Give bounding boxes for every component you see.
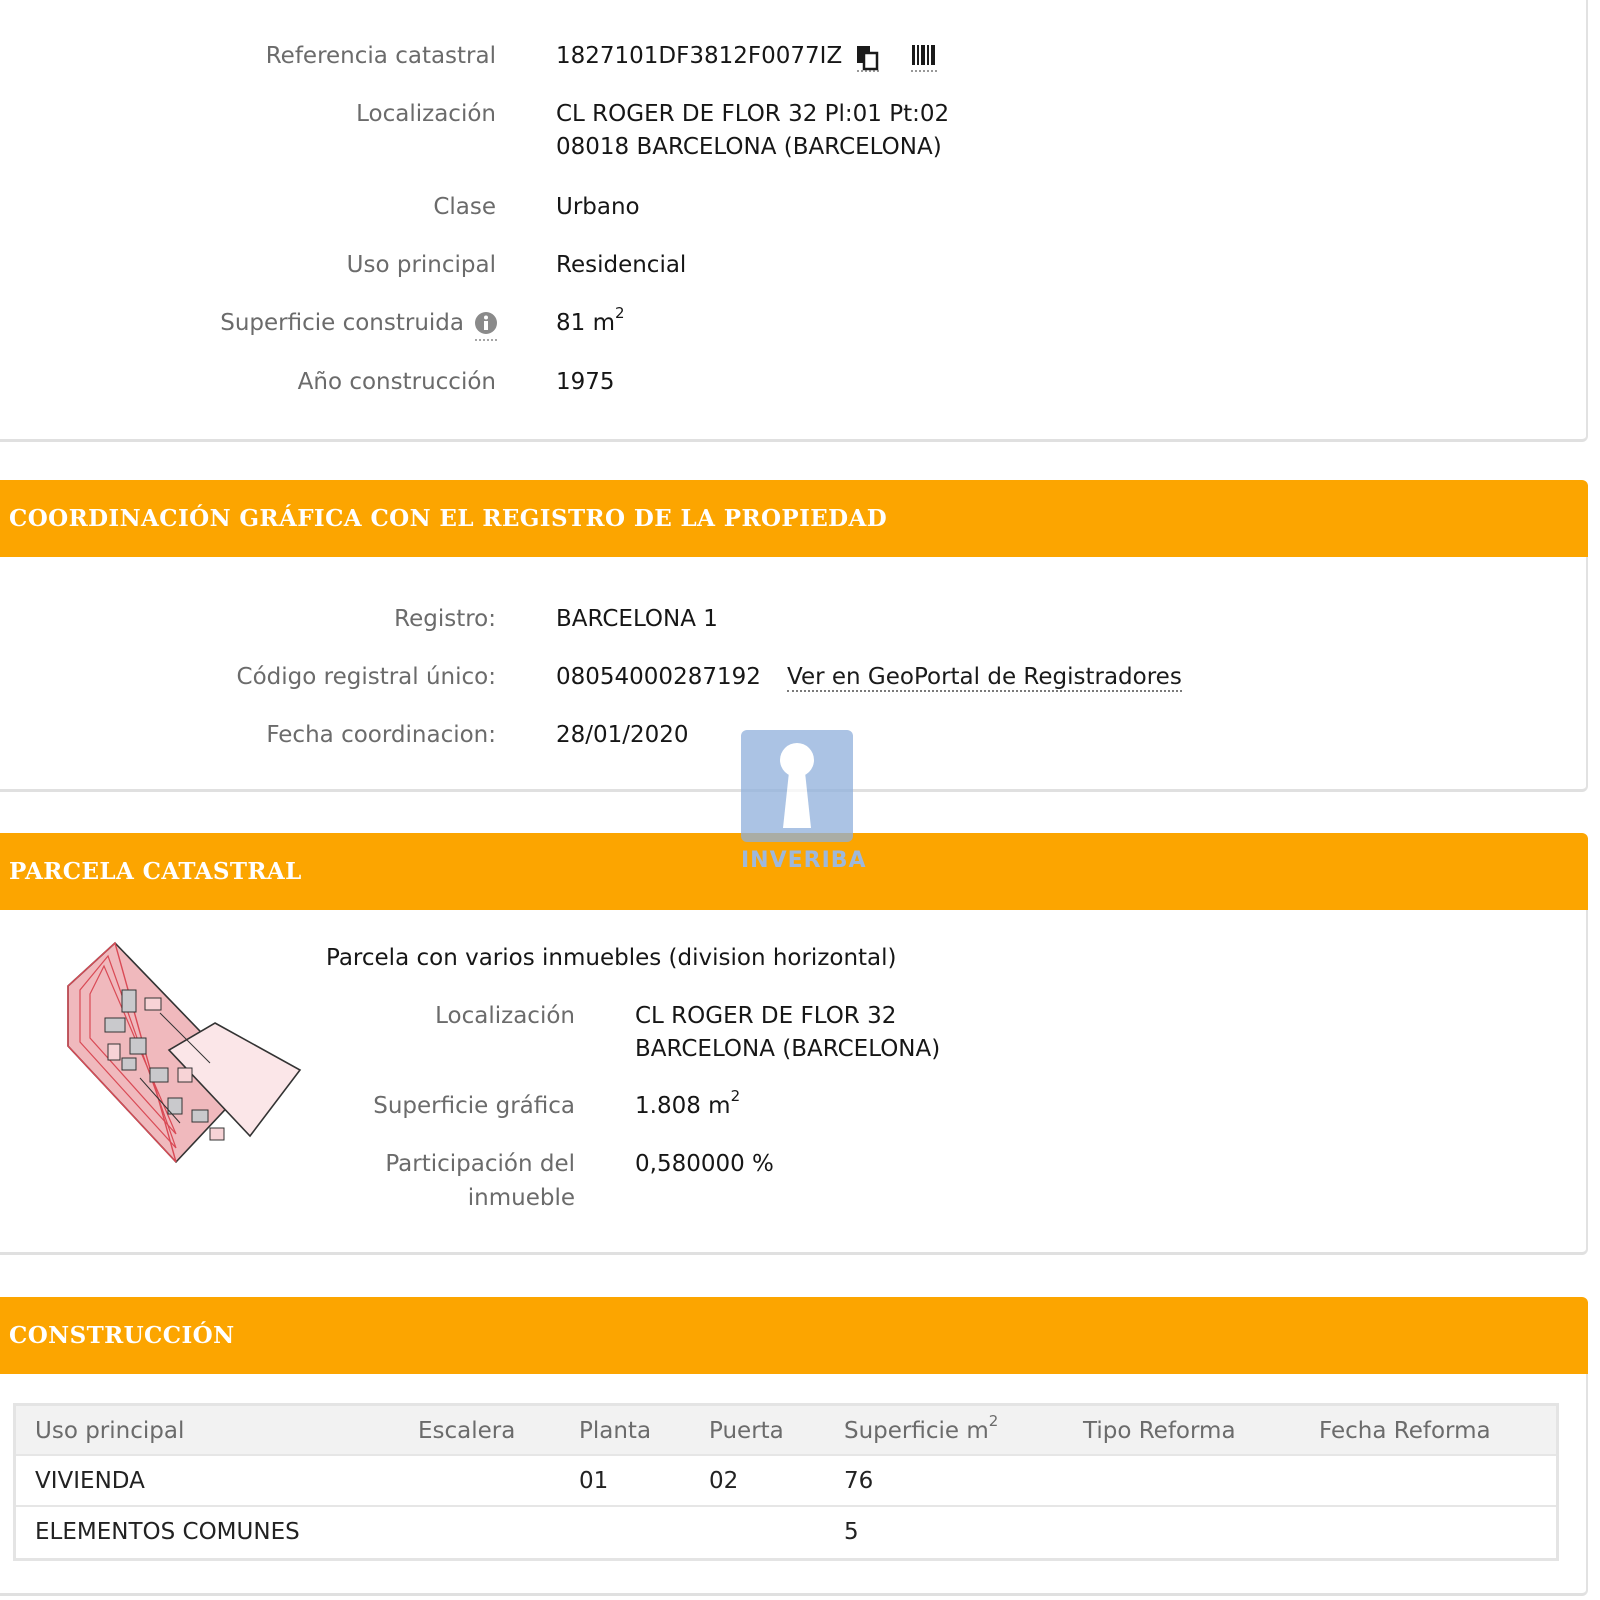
localizacion-label: Localización (356, 101, 496, 127)
table-row (16, 1456, 1556, 1507)
copy-icon[interactable] (855, 44, 881, 76)
header-superficie: Superficie $m^2$ (844, 1412, 999, 1444)
header-tipo-reforma: Tipo Reforma (1083, 1418, 1236, 1444)
participacion-value: 0,580000 % (635, 1151, 774, 1177)
header-planta: Planta (579, 1418, 652, 1444)
coordinacion-title: COORDINACIÓN GRÁFICA CON EL REGISTRO DE LA PROPIEDAD (9, 505, 888, 532)
parcela-localizacion-label: Localización (435, 1003, 575, 1029)
superficie-grafica-exponent: 2 (730, 1087, 741, 1106)
participacion-label-line1: Participación del (385, 1151, 575, 1177)
parcela-localizacion-line1: CL ROGER DE FLOR 32 (635, 1003, 897, 1029)
construccion-title: CONSTRUCCIÓN (9, 1322, 235, 1349)
localizacion-line1: CL ROGER DE FLOR 32 Pl:01 Pt:02 (556, 101, 950, 127)
ano-construccion-label: Año construcción (297, 369, 496, 395)
referencia-label: Referencia catastral (265, 43, 496, 69)
participacion-label-line2: inmueble (467, 1185, 575, 1211)
superficie-construida-value: 81 $m^2$ (556, 304, 625, 336)
inveriba-watermark (741, 730, 867, 873)
codigo-registral-value: 08054000287192 (556, 664, 761, 690)
header-superficie-exponent: 2 (988, 1412, 999, 1431)
fecha-coordinacion-label: Fecha coordinacion: (266, 722, 496, 748)
geoportal-link[interactable]: Ver en GeoPortal de Registradores (787, 664, 1182, 690)
property-details-card (0, 0, 1588, 442)
codigo-registral-label: Código registral único: (236, 664, 496, 690)
registro-value: BARCELONA 1 (556, 606, 718, 632)
header-escalera: Escalera (418, 1418, 516, 1444)
info-icon[interactable] (474, 311, 500, 347)
table-row (16, 1507, 1556, 1558)
parcela-localizacion-line2: BARCELONA (BARCELONA) (635, 1036, 941, 1062)
watermark-text: INVERIBA (741, 848, 867, 873)
clase-label: Clase (433, 194, 496, 220)
registro-label: Registro: (394, 606, 496, 632)
parcela-title: PARCELA CATASTRAL (9, 858, 302, 885)
parcela-card (0, 910, 1588, 1255)
cell-uso: VIVIENDA (35, 1468, 145, 1494)
cell-uso: ELEMENTOS COMUNES (35, 1519, 300, 1545)
table-header-row (16, 1406, 1556, 1456)
construccion-header (0, 1297, 1588, 1374)
superficie-grafica-label: Superficie gráfica (373, 1093, 575, 1119)
barcode-icon[interactable] (910, 43, 938, 77)
ano-construccion-value: 1975 (556, 369, 615, 395)
cell-superficie: 76 (844, 1468, 874, 1494)
clase-value: Urbano (556, 194, 640, 220)
superficie-unit-exponent: 2 (614, 304, 625, 323)
geoportal-link-wrap (787, 661, 1182, 694)
uso-principal-label: Uso principal (346, 252, 496, 278)
localizacion-line2: 08018 BARCELONA (BARCELONA) (556, 134, 942, 160)
parcel-map-thumbnail[interactable] (60, 938, 310, 1182)
cell-planta: 01 (579, 1468, 609, 1494)
cell-puerta: 02 (709, 1468, 739, 1494)
header-puerta: Puerta (709, 1418, 784, 1444)
construccion-table (13, 1403, 1559, 1561)
cell-superficie: 5 (844, 1519, 859, 1545)
parcela-subtitle: Parcela con varios inmuebles (division horizontal) (326, 945, 897, 971)
header-uso-principal: Uso principal (35, 1418, 185, 1444)
uso-principal-value: Residencial (556, 252, 687, 278)
superficie-construida-label: Superficie construida (220, 310, 464, 336)
fecha-coordinacion-value: 28/01/2020 (556, 722, 689, 748)
coordinacion-header (0, 480, 1588, 557)
keyhole-logo-icon (741, 730, 853, 842)
referencia-value: 1827101DF3812F0077IZ (556, 43, 843, 69)
superficie-grafica-value: 1.808 $m^2$ (635, 1087, 741, 1119)
header-fecha-reforma: Fecha Reforma (1319, 1418, 1491, 1444)
